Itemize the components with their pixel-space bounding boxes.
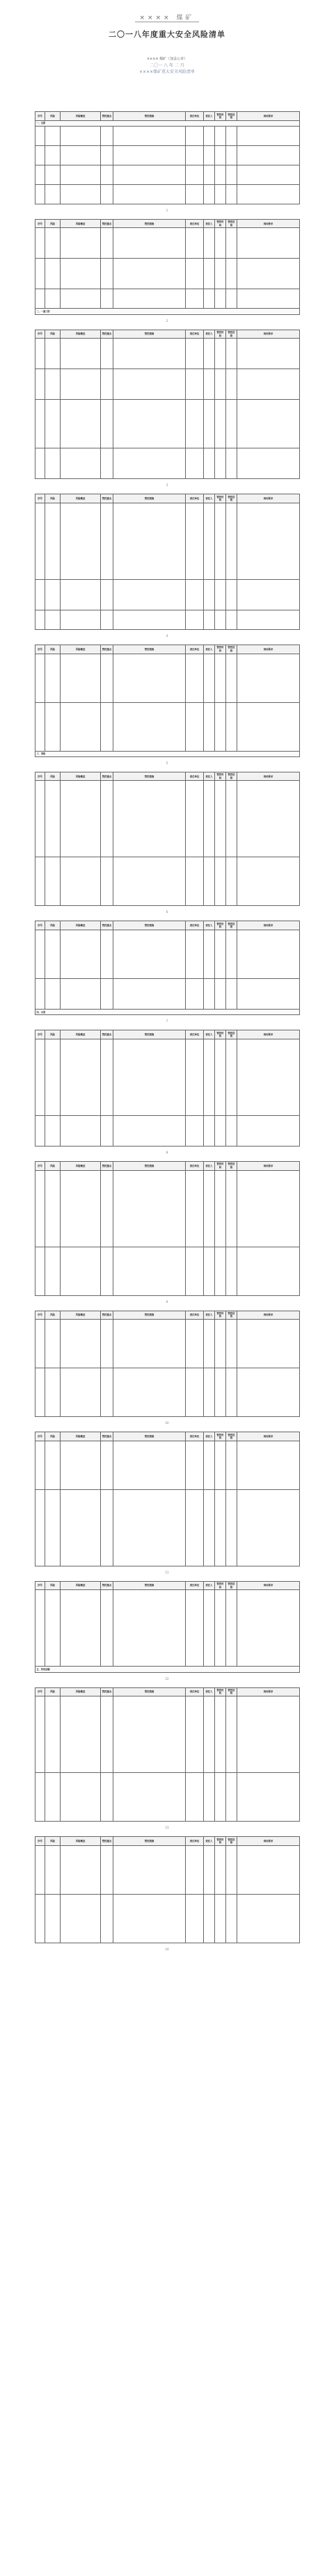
risk-table [35, 1432, 300, 1566]
table-page-11 [35, 1432, 299, 1581]
col-risk: 风险 [45, 219, 61, 228]
col-risk: 风险 [45, 330, 61, 339]
col-person: 责任人 [204, 1837, 215, 1846]
col-focus: 管控重点 [101, 1030, 113, 1039]
table-page-7 [35, 921, 299, 1030]
col-summary: 风险概述 [61, 1030, 101, 1039]
col-summary: 风险概述 [61, 1161, 101, 1170]
col-index: 序号 [35, 921, 45, 930]
col-measures: 管控措施 [113, 112, 186, 121]
col-summary: 风险概述 [61, 1687, 101, 1696]
col-focus: 管控重点 [101, 1161, 113, 1170]
col-time: 管控时间 [215, 1432, 226, 1441]
col-measures: 管控措施 [113, 921, 186, 930]
col-level: 管控层级 [226, 921, 237, 930]
col-onsite: 现场要求 [237, 1837, 300, 1846]
page-number: 14 [165, 1947, 169, 1951]
table-page-13 [35, 1687, 299, 1837]
risk-table [35, 1836, 300, 1943]
table-header-row [35, 330, 300, 339]
col-onsite: 现场要求 [237, 112, 300, 121]
document-title: 二〇一八年度重大安全风险清单 [109, 30, 225, 39]
table-row [35, 165, 300, 184]
col-person: 责任人 [204, 494, 215, 503]
col-risk: 风险 [45, 1687, 61, 1696]
section-row: 五、机电运输 [35, 1667, 300, 1672]
col-focus: 管控重点 [101, 219, 113, 228]
table-header-row [35, 112, 300, 121]
col-index: 序号 [35, 494, 45, 503]
table-row [35, 259, 300, 289]
col-person: 责任人 [204, 219, 215, 228]
table-row [35, 579, 300, 610]
table-page-6 [35, 772, 299, 921]
col-focus: 管控重点 [101, 645, 113, 654]
col-time: 管控时间 [215, 921, 226, 930]
table-row [35, 1170, 300, 1247]
col-person: 责任人 [204, 1030, 215, 1039]
col-level: 管控层级 [226, 1432, 237, 1441]
col-unit: 责任单位 [186, 1161, 204, 1170]
table-header-row [35, 1581, 300, 1590]
cover-lines [35, 56, 299, 75]
col-measures: 管控措施 [113, 330, 186, 339]
col-unit: 责任单位 [186, 1581, 204, 1590]
col-risk: 风险 [45, 1030, 61, 1039]
risk-table [35, 494, 300, 630]
page-number: 11 [165, 1570, 169, 1574]
cover-page [35, 0, 299, 111]
col-unit: 责任单位 [186, 1311, 204, 1320]
table-row [35, 145, 300, 165]
col-summary: 风险概述 [61, 1432, 101, 1441]
col-unit: 责任单位 [186, 330, 204, 339]
col-index: 序号 [35, 330, 45, 339]
table-row [35, 1368, 300, 1417]
col-level: 管控层级 [226, 772, 237, 781]
table-row [35, 654, 300, 702]
section-row: 三、顶板 [35, 751, 300, 756]
col-onsite: 现场要求 [237, 330, 300, 339]
table-row [35, 1894, 300, 1943]
table-row [35, 289, 300, 309]
risk-table [35, 1311, 300, 1418]
table-row [35, 228, 300, 259]
table-row [35, 1845, 300, 1894]
col-time: 管控时间 [215, 1837, 226, 1846]
col-person: 责任人 [204, 330, 215, 339]
col-time: 管控时间 [215, 772, 226, 781]
page-number: 8 [166, 1150, 168, 1154]
col-risk: 风险 [45, 1311, 61, 1320]
table-row [35, 1115, 300, 1146]
col-measures: 管控措施 [113, 1687, 186, 1696]
col-summary: 风险概述 [61, 330, 101, 339]
col-summary: 风险概述 [61, 645, 101, 654]
col-index: 序号 [35, 1311, 45, 1320]
col-onsite: 现场要求 [237, 1311, 300, 1320]
col-risk: 风险 [45, 112, 61, 121]
col-risk: 风险 [45, 494, 61, 503]
table-page-9 [35, 1161, 299, 1311]
col-person: 责任人 [204, 921, 215, 930]
col-unit: 责任单位 [186, 645, 204, 654]
col-index: 序号 [35, 772, 45, 781]
page-number: 1 [166, 208, 168, 212]
col-unit: 责任单位 [186, 1837, 204, 1846]
col-summary: 风险概述 [61, 494, 101, 503]
risk-table [35, 219, 300, 315]
col-time: 管控时间 [215, 645, 226, 654]
col-person: 责任人 [204, 112, 215, 121]
col-risk: 风险 [45, 645, 61, 654]
col-focus: 管控重点 [101, 1687, 113, 1696]
col-index: 序号 [35, 645, 45, 654]
col-risk: 风险 [45, 921, 61, 930]
col-index: 序号 [35, 112, 45, 121]
table-row [35, 857, 300, 906]
col-time: 管控时间 [215, 1687, 226, 1696]
col-person: 责任人 [204, 1687, 215, 1696]
table-page-2 [35, 219, 299, 330]
risk-table [35, 111, 300, 204]
col-time: 管控时间 [215, 1161, 226, 1170]
risk-table [35, 330, 300, 480]
table-row [35, 400, 300, 448]
table-row [35, 1590, 300, 1667]
col-unit: 责任单位 [186, 1030, 204, 1039]
col-time: 管控时间 [215, 1311, 226, 1320]
table-row [35, 702, 300, 751]
col-measures: 管控措施 [113, 494, 186, 503]
col-level: 管控层级 [226, 1161, 237, 1170]
col-time: 管控时间 [215, 1030, 226, 1039]
col-focus: 管控重点 [101, 330, 113, 339]
table-header-row [35, 645, 300, 654]
col-level: 管控层级 [226, 219, 237, 228]
col-risk: 风险 [45, 1432, 61, 1441]
col-focus: 管控重点 [101, 921, 113, 930]
col-onsite: 现场要求 [237, 1161, 300, 1170]
col-unit: 责任单位 [186, 1432, 204, 1441]
risk-table [35, 645, 300, 757]
page-number: 5 [166, 761, 168, 765]
table-header-row [35, 772, 300, 781]
col-person: 责任人 [204, 772, 215, 781]
table-page-1 [35, 111, 299, 219]
table-page-12 [35, 1581, 299, 1687]
page-number: 13 [165, 1826, 169, 1830]
table-page-8 [35, 1030, 299, 1161]
col-onsite: 现场要求 [237, 772, 300, 781]
col-level: 管控层级 [226, 330, 237, 339]
table-header-row [35, 1161, 300, 1170]
col-index: 序号 [35, 1837, 45, 1846]
col-unit: 责任单位 [186, 112, 204, 121]
table-row [35, 339, 300, 369]
risk-table [35, 1030, 300, 1147]
table-row [35, 448, 300, 479]
col-focus: 管控重点 [101, 494, 113, 503]
col-measures: 管控措施 [113, 1581, 186, 1590]
section-row: 二、一通三防 [35, 309, 300, 314]
col-onsite: 现场要求 [237, 921, 300, 930]
risk-table [35, 772, 300, 907]
col-unit: 责任单位 [186, 1687, 204, 1696]
col-index: 序号 [35, 1687, 45, 1696]
page-number: 7 [166, 1019, 168, 1023]
table-row [35, 369, 300, 400]
table-row [35, 610, 300, 629]
col-level: 管控层级 [226, 1837, 237, 1846]
table-page-10 [35, 1311, 299, 1432]
col-index: 序号 [35, 1432, 45, 1441]
col-level: 管控层级 [226, 645, 237, 654]
col-person: 责任人 [204, 1581, 215, 1590]
col-person: 责任人 [204, 1311, 215, 1320]
table-row [35, 781, 300, 857]
col-level: 管控层级 [226, 1030, 237, 1039]
col-person: 责任人 [204, 1161, 215, 1170]
col-level: 管控层级 [226, 1311, 237, 1320]
col-level: 管控层级 [226, 494, 237, 503]
table-header-row [35, 1432, 300, 1441]
col-measures: 管控措施 [113, 1161, 186, 1170]
org-name: ×××× 煤矿 [35, 0, 299, 22]
risk-table [35, 1687, 300, 1822]
risk-table [35, 1581, 300, 1673]
col-level: 管控层级 [226, 1687, 237, 1696]
table-header-row [35, 1687, 300, 1696]
table-header-row [35, 1030, 300, 1039]
section-row: 一、瓦斯 [35, 120, 300, 126]
col-time: 管控时间 [215, 112, 226, 121]
col-person: 责任人 [204, 1432, 215, 1441]
risk-table [35, 921, 300, 1015]
col-unit: 责任单位 [186, 219, 204, 228]
table-row [35, 979, 300, 1010]
col-onsite: 现场要求 [237, 1030, 300, 1039]
cover-line-1: ×××× 煤矿（加盖公章） [146, 57, 188, 61]
table-row [35, 930, 300, 979]
table-row [35, 503, 300, 579]
col-focus: 管控重点 [101, 1432, 113, 1441]
table-header-row [35, 494, 300, 503]
col-focus: 管控重点 [101, 1837, 113, 1846]
col-time: 管控时间 [215, 1581, 226, 1590]
table-page-14 [35, 1836, 299, 1958]
col-measures: 管控措施 [113, 1432, 186, 1441]
table-row [35, 184, 300, 204]
table-page-4 [35, 494, 299, 645]
col-onsite: 现场要求 [237, 1432, 300, 1441]
col-index: 序号 [35, 1030, 45, 1039]
col-summary: 风险概述 [61, 1311, 101, 1320]
col-time: 管控时间 [215, 330, 226, 339]
risk-table [35, 1161, 300, 1296]
col-measures: 管控措施 [113, 1030, 186, 1039]
col-index: 序号 [35, 1161, 45, 1170]
table-row [35, 1039, 300, 1115]
col-index: 序号 [35, 219, 45, 228]
col-onsite: 现场要求 [237, 1581, 300, 1590]
col-onsite: 现场要求 [237, 219, 300, 228]
col-measures: 管控措施 [113, 772, 186, 781]
table-header-row [35, 1311, 300, 1320]
page-number: 2 [166, 318, 168, 323]
col-focus: 管控重点 [101, 112, 113, 121]
col-time: 管控时间 [215, 219, 226, 228]
table-page-3 [35, 330, 299, 494]
col-summary: 风险概述 [61, 1837, 101, 1846]
page-number: 6 [166, 910, 168, 914]
page-number: 3 [166, 483, 168, 487]
col-onsite: 现场要求 [237, 645, 300, 654]
table-row [35, 1489, 300, 1566]
col-summary: 风险概述 [61, 112, 101, 121]
table-row [35, 1696, 300, 1773]
col-onsite: 现场要求 [237, 494, 300, 503]
col-level: 管控层级 [226, 1581, 237, 1590]
col-measures: 管控措施 [113, 645, 186, 654]
col-onsite: 现场要求 [237, 1687, 300, 1696]
page-number: 4 [166, 633, 168, 638]
col-person: 责任人 [204, 645, 215, 654]
col-risk: 风险 [45, 1161, 61, 1170]
col-risk: 风险 [45, 1581, 61, 1590]
col-focus: 管控重点 [101, 1311, 113, 1320]
page-number: 12 [165, 1676, 169, 1680]
col-summary: 风险概述 [61, 772, 101, 781]
table-header-row [35, 1837, 300, 1846]
col-focus: 管控重点 [101, 1581, 113, 1590]
col-index: 序号 [35, 1581, 45, 1590]
col-measures: 管控措施 [113, 219, 186, 228]
col-summary: 风险概述 [61, 219, 101, 228]
table-row [35, 1247, 300, 1295]
col-unit: 责任单位 [186, 494, 204, 503]
col-unit: 责任单位 [186, 921, 204, 930]
table-row [35, 1320, 300, 1368]
col-summary: 风险概述 [61, 1581, 101, 1590]
section-row: 四、水害 [35, 1010, 300, 1015]
col-summary: 风险概述 [61, 921, 101, 930]
col-time: 管控时间 [215, 494, 226, 503]
col-focus: 管控重点 [101, 772, 113, 781]
page-number: 10 [165, 1421, 169, 1425]
table-row [35, 1441, 300, 1489]
table-header-row [35, 219, 300, 228]
col-level: 管控层级 [226, 112, 237, 121]
col-risk: 风险 [45, 772, 61, 781]
page-number: 9 [166, 1299, 168, 1304]
col-unit: 责任单位 [186, 772, 204, 781]
col-risk: 风险 [45, 1837, 61, 1846]
col-measures: 管控措施 [113, 1311, 186, 1320]
table-row [35, 126, 300, 145]
cover-line-3: ××××煤矿重大安全风险清单 [138, 70, 196, 74]
col-measures: 管控措施 [113, 1837, 186, 1846]
table-page-5 [35, 645, 299, 772]
table-row [35, 1773, 300, 1822]
cover-line-2: 二〇一 八 年 二 月 [150, 63, 184, 68]
table-header-row [35, 921, 300, 930]
